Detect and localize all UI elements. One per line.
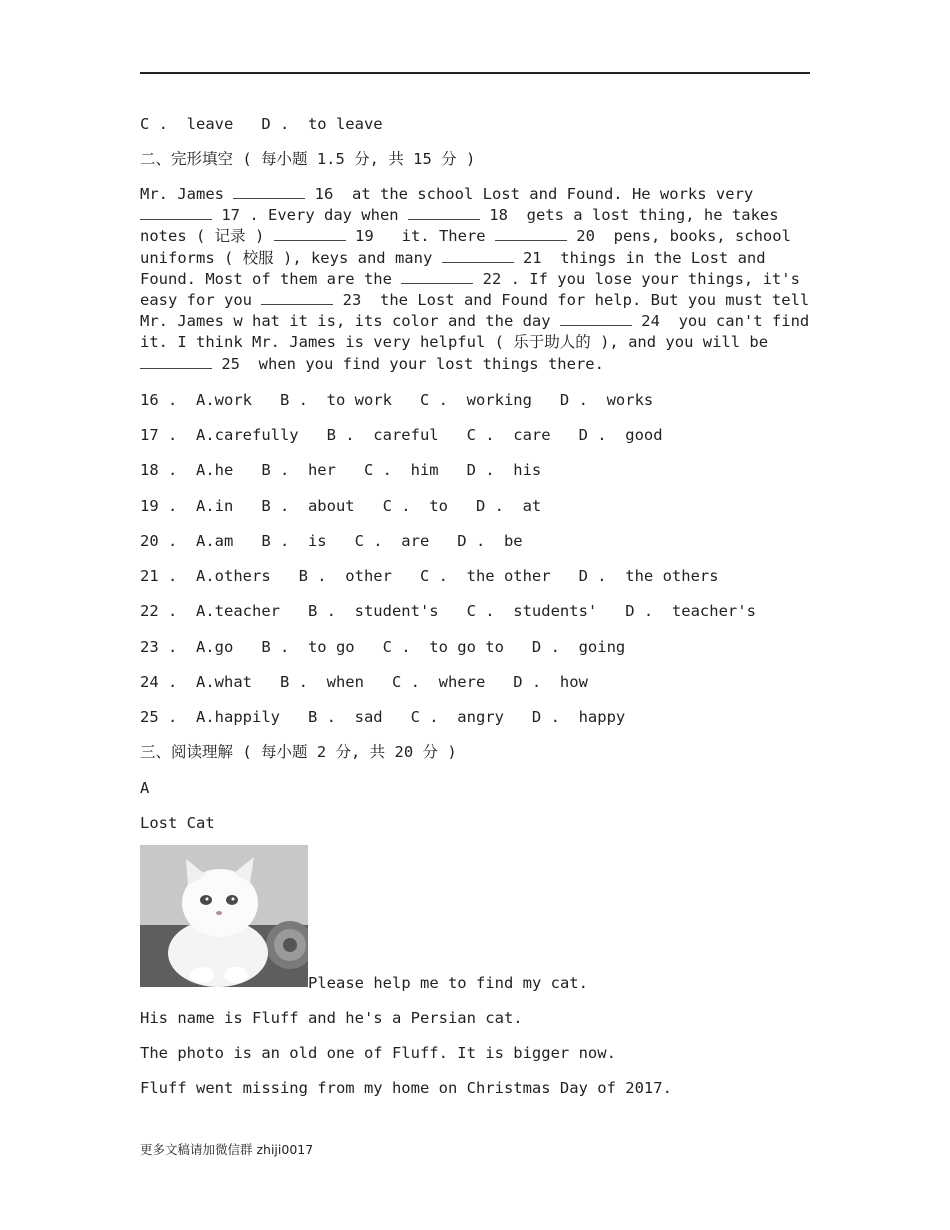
answer-blank <box>261 290 333 305</box>
passage-text: 22 . If you lose your things, it's <box>473 269 800 288</box>
answer-blank <box>274 226 346 241</box>
passage-line <box>140 354 812 375</box>
passage-text: easy for you <box>140 291 262 310</box>
passage-line <box>140 332 812 353</box>
question-22: 22 . A.teacher B . student's C . students' D . teacher's <box>140 602 756 620</box>
persian-cat-photo <box>140 845 308 987</box>
answer-blank <box>495 226 567 241</box>
passage-text: notes ( 记录 ) <box>140 227 274 246</box>
passage-line <box>140 248 812 269</box>
answer-blank <box>560 311 632 326</box>
reading-line-1: His name is Fluff and he's a Persian cat. <box>140 1009 523 1027</box>
passage-text: it. I think Mr. James is very helpful ( 乐于助人的 ), and you will be <box>140 333 769 352</box>
header-rule <box>140 72 810 74</box>
answer-blank <box>408 205 480 220</box>
passage-a-title: Lost Cat <box>140 814 215 832</box>
passage-text: 24 you can't find <box>631 312 810 331</box>
section-cloze-heading: 二、完形填空 ( 每小题 1.5 分, 共 15 分 ) <box>140 150 476 168</box>
passage-a-label: A <box>140 779 150 797</box>
passage-text: 17 . Every day when <box>212 206 408 225</box>
question-23: 23 . A.go B . to go C . to go to D . going <box>140 638 626 656</box>
passage-text: Found. Most of them are the <box>140 269 402 288</box>
passage-line <box>140 290 812 311</box>
passage-text: 18 gets a lost thing, he takes <box>479 206 779 225</box>
passage-text: 20 pens, books, school <box>566 227 791 246</box>
passage-text: Mr. James w hat it is, its color and the day <box>140 312 560 331</box>
passage-line <box>140 226 812 247</box>
reading-line-3: Fluff went missing from my home on Christmas Day of 2017. <box>140 1079 672 1097</box>
passage-text: 23 the Lost and Found for help. But you must tell <box>333 291 810 310</box>
answer-blank <box>140 205 212 220</box>
question-17: 17 . A.carefully B . careful C . care D . good <box>140 426 663 444</box>
question-21: 21 . A.others B . other C . the other D . the others <box>140 567 719 585</box>
question-24: 24 . A.what B . when C . where D . how <box>140 673 588 691</box>
section-reading-heading: 三、阅读理解 ( 每小题 2 分, 共 20 分 ) <box>140 743 457 761</box>
question-18: 18 . A.he B . her C . him D . his <box>140 461 542 479</box>
reading-line-2: The photo is an old one of Fluff. It is bigger now. <box>140 1044 616 1062</box>
answer-blank <box>140 354 212 369</box>
question-25: 25 . A.happily B . sad C . angry D . happy <box>140 708 626 726</box>
passage-line <box>140 269 812 290</box>
question-16: 16 . A.work B . to work C . working D . works <box>140 391 654 409</box>
question-19: 19 . A.in B . about C . to D . at <box>140 497 542 515</box>
passage-text: uniforms ( 校服 ), keys and many <box>140 248 442 267</box>
page-footer: 更多文稿请加微信群 zhiji0017 <box>140 1142 314 1157</box>
answer-blank <box>401 269 473 284</box>
passage-text: 21 things in the Lost and <box>513 248 766 267</box>
question-20: 20 . A.am B . is C . are D . be <box>140 532 523 550</box>
passage-text: 16 at the school Lost and Found. He works very <box>305 185 754 203</box>
passage-text: 25 when you find your lost things there. <box>212 354 604 373</box>
answer-blank <box>442 248 514 263</box>
passage-text: 19 it. There <box>345 227 495 246</box>
passage-line <box>140 311 812 332</box>
photo-caption: Please help me to find my cat. <box>308 974 588 992</box>
previous-question-options: C . leave D . to leave <box>140 115 383 133</box>
passage-text: Mr. James <box>140 185 234 203</box>
passage-line <box>140 184 812 205</box>
answer-blank <box>233 184 305 199</box>
cat-illustration <box>140 845 308 987</box>
passage-line <box>140 205 812 226</box>
cloze-passage <box>140 184 812 375</box>
